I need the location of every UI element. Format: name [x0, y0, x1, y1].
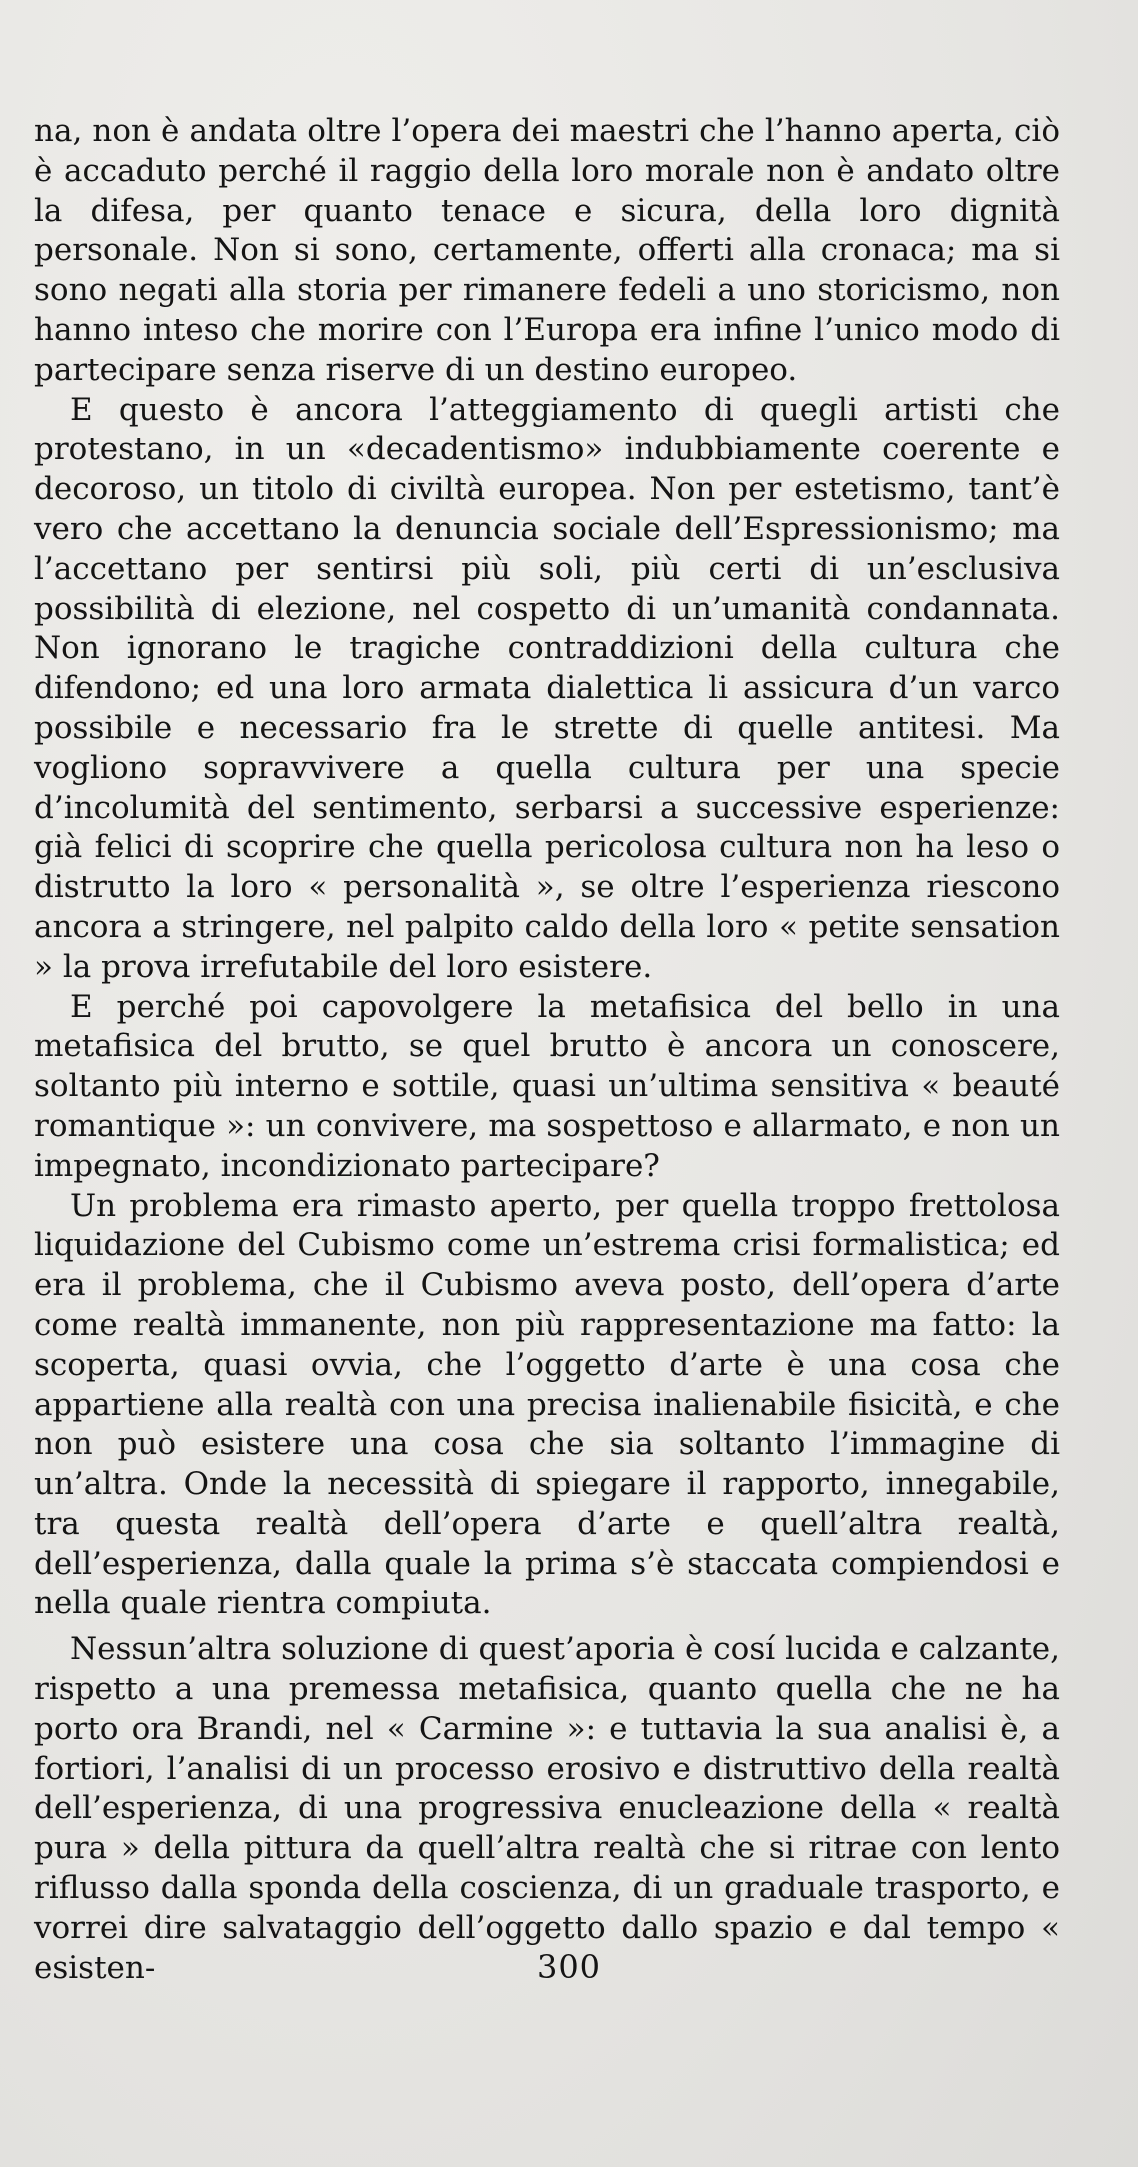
paragraph-3: E perché poi capovolgere la metafisica del bello in una metafisica del brutto, se quel brutto è ancora un conoscere, soltanto più interno e sottile, quasi un’ultima sensitiva « beauté romantique »: un convivere, ma sospettoso e allarmato, e non un impegnato, incondizionato partecipare?: [34, 988, 1060, 1184]
page-number: 300: [536, 1948, 602, 1986]
paragraph-1: na, non è andata oltre l’opera dei maestri che l’hanno aperta, ciò è accaduto perché il raggio della loro morale non è andato oltre la difesa, per quanto tenace e sicura, della loro dignità personale. Non si sono, certamente, offerti alla cronaca; ma si sono negati alla storia per rimanere fedeli a uno storicismo, non hanno inteso che morire con l’Europa era infine l’unico modo di partecipare senza riserve di un destino europeo.: [34, 113, 1060, 388]
paragraph-5: Nessun’altra soluzione di quest’aporia è cosí lucida e calzante, rispetto a una premessa metafisica, quanto quella che ne ha porto ora Brandi, nel « Carmine »: e tuttavia la sua analisi è, a fortiori, l’analisi di un processo erosivo e distruttivo della realtà dell’esperienza, di una progressiva enucleazione della « realtà pura » della pittura da quell’altra realtà che si ritrae con lento riflusso dalla sponda della coscienza, di un graduale trasporto, e vorrei dire salvataggio dell’oggetto dallo spazio e dal tempo « esisten-: [34, 1631, 1060, 1986]
paragraph-4: Un problema era rimasto aperto, per quella troppo frettolosa liquidazione del Cubismo come un’estrema crisi formalistica; ed era il problema, che il Cubismo aveva posto, dell’opera d’arte come realtà immanente, non più rappresentazione ma fatto: la scoperta, quasi ovvia, che l’oggetto d’arte è una cosa che appartiene alla realtà con una precisa inalienabile fisicità, e che non può esistere una cosa che sia soltanto l’immagine di un’altra. Onde la necessità di spiegare il rapporto, innegabile, tra questa realtà dell’opera d’arte e quell’altra realtà, dell’esperienza, dalla quale la prima s’è staccata compiendosi e nella quale rientra compiuta.: [34, 1187, 1060, 1622]
paragraph-2: E questo è ancora l’atteggiamento di quegli artisti che protestano, in un «decadentismo» indubbiamente coerente e decoroso, un titolo di civiltà europea. Non per estetismo, tant’è vero che accettano la denuncia sociale dell’Espressionismo; ma l’accettano per sentirsi più soli, più certi di un’esclusiva possibilità di elezione, nel cospetto di un’umanità condannata. Non ignorano le tragiche contraddizioni della cultura che difendono; ed una loro armata dialettica li assicura d’un varco possibile e necessario fra le strette di quelle antitesi. Ma vogliono sopravvivere a quella cultura per una specie d’incolumità del sentimento, serbarsi a successive esperienze: già felici di scoprire che quella pericolosa cultura non ha leso o distrutto la loro « personalità », se oltre l’esperienza riescono ancora a stringere, nel palpito caldo della loro « petite sensation » la prova irrefutabile del loro esistere.: [34, 391, 1060, 985]
body-text: [34, 112, 1060, 1988]
